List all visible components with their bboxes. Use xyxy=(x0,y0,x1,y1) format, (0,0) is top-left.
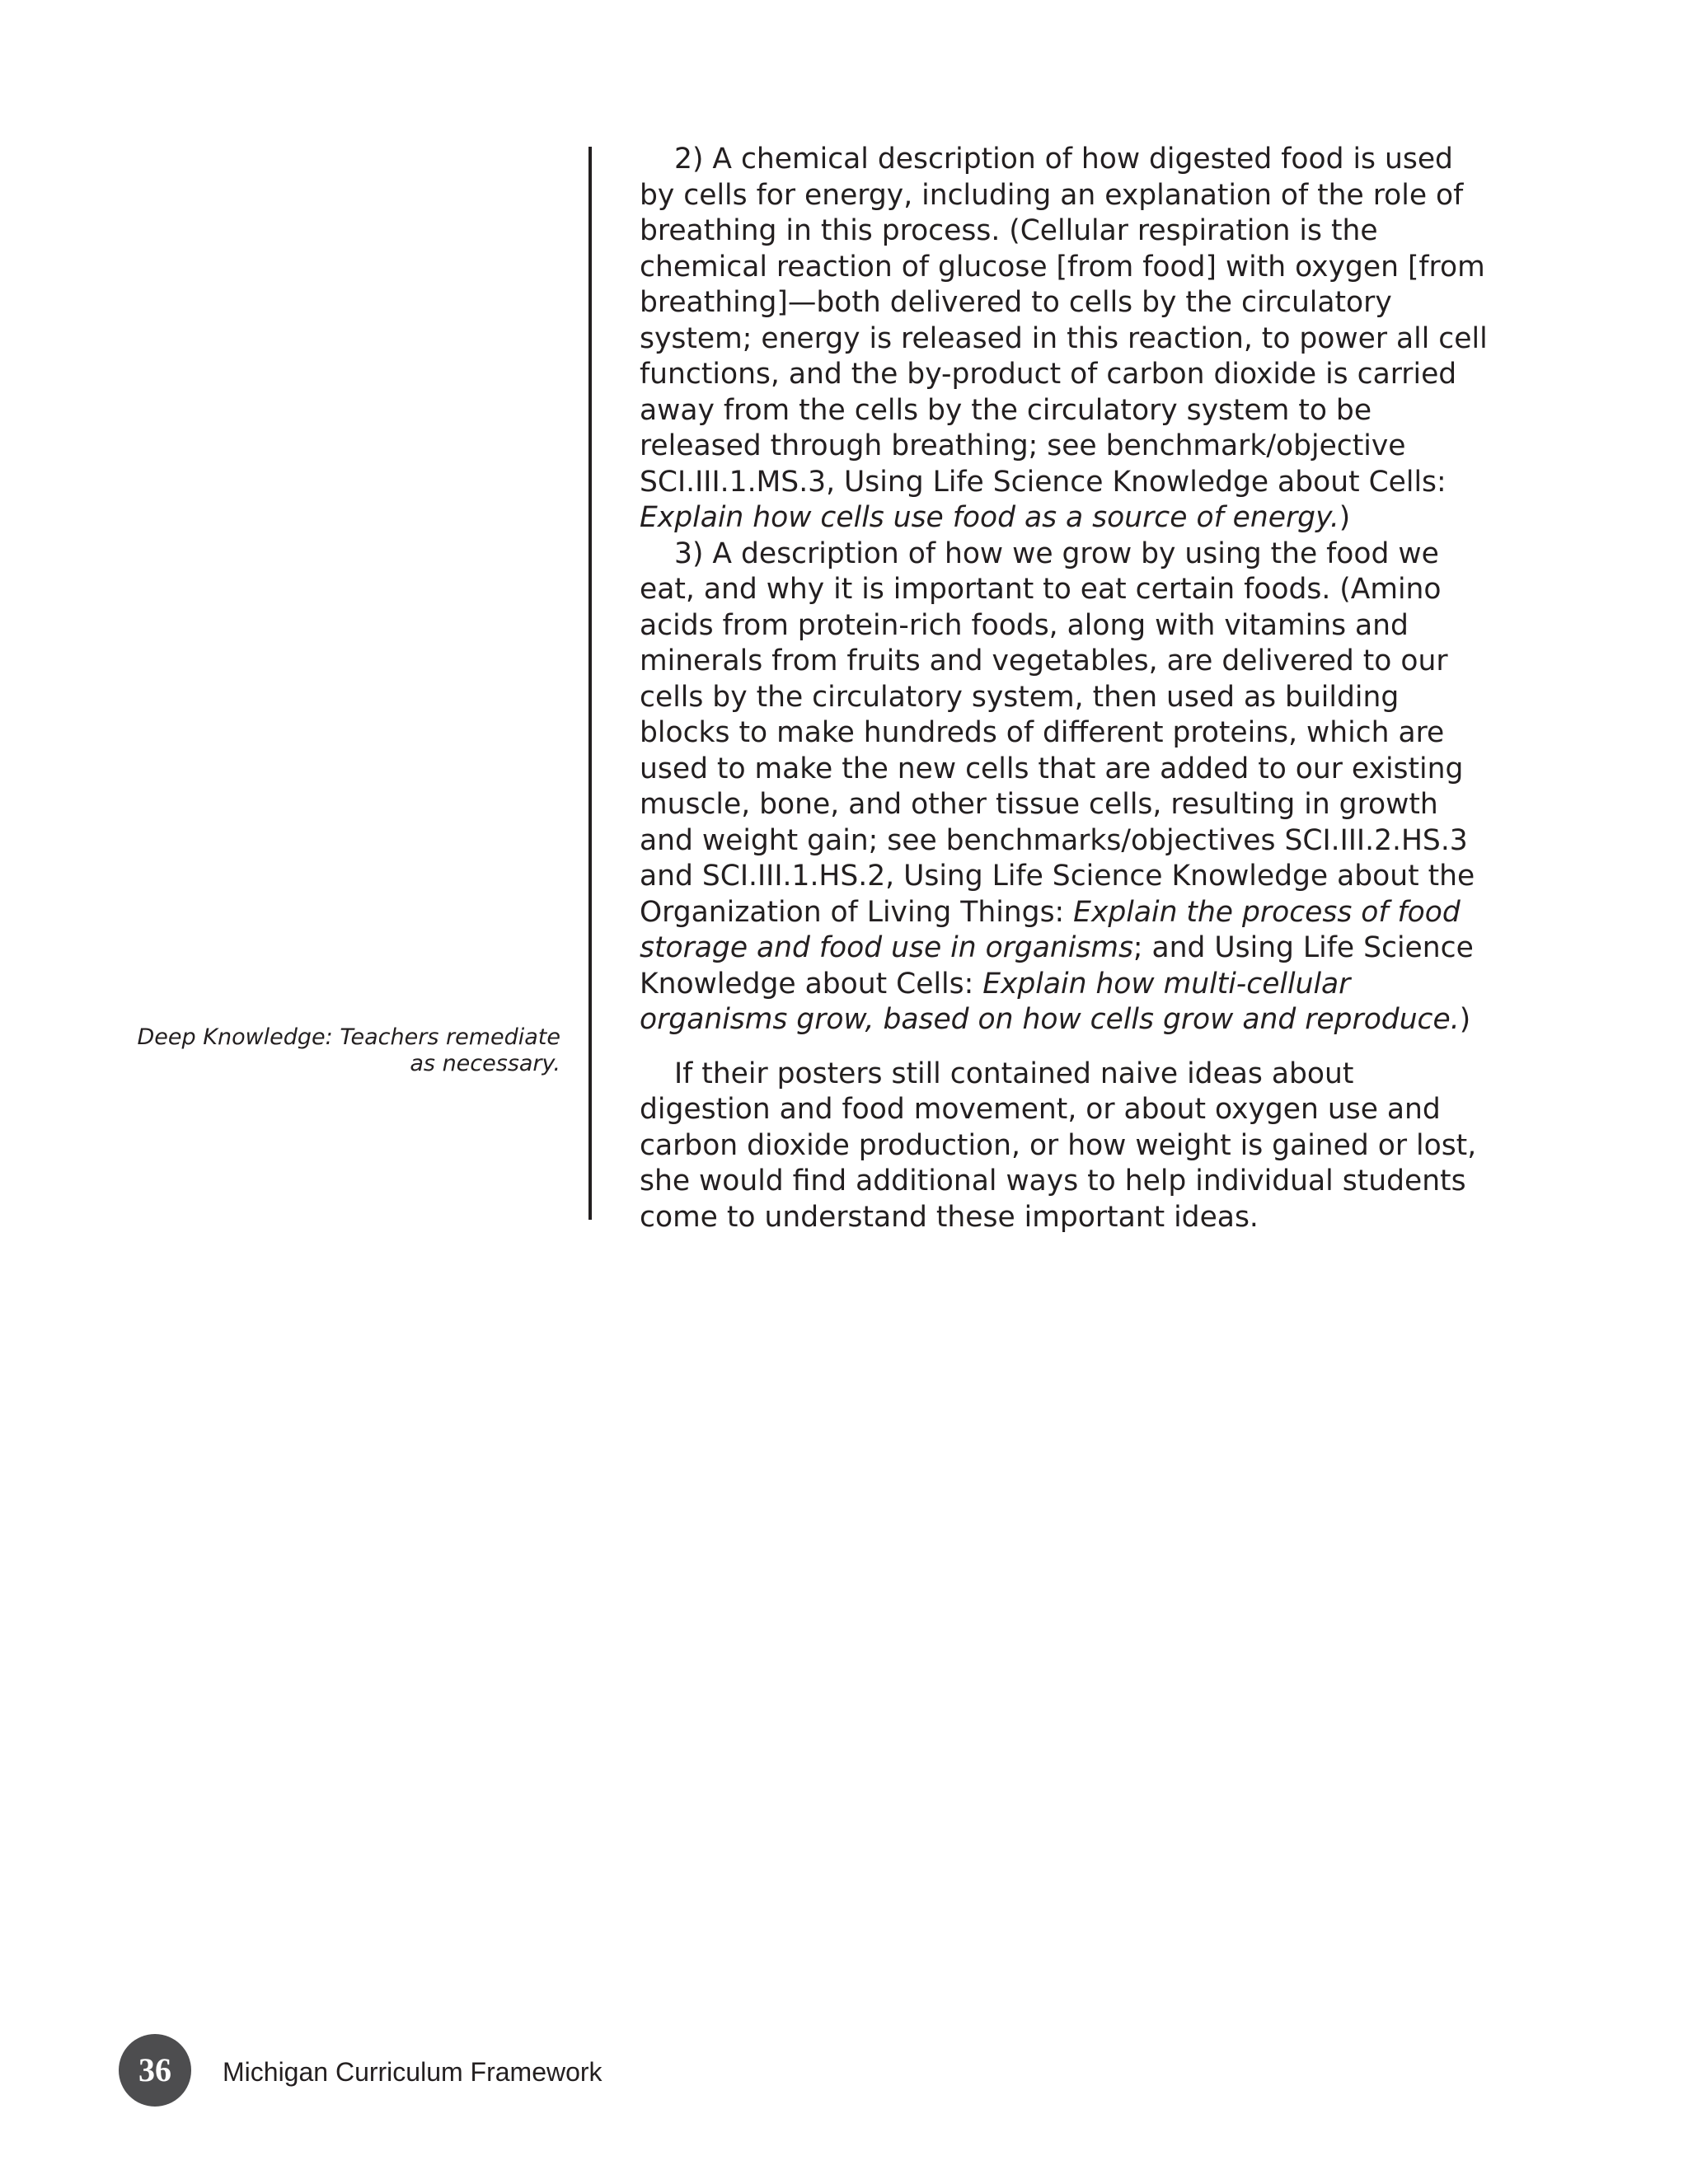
paragraph-3 xyxy=(640,537,1489,1038)
paragraph-remediation xyxy=(640,1057,1489,1236)
footer-title: Michigan Curriculum Framework xyxy=(223,2057,603,2087)
paragraph-text: ) xyxy=(1459,1003,1471,1036)
paragraph-text: 3) A description of how we grow by using the food we eat, and why it is important to eat certain foods. (Amino acids from protein-rich foods, along with vitamins and minerals from fruits and vegetables, are delivered to our cells by the circulatory system, then used as building blocks to make hundreds of different proteins, which are used to make the new cells that are added to our existing muscle, bone, and other tissue cells, resulting in growth and weight gain; see benchmarks/objectives SCI.III.2.HS.3 and SCI.III.1.HS.2, Using Life Science Knowledge about the Organization of Living Things: xyxy=(640,537,1475,929)
paragraph-italic: Explain how cells use food as a source of energy. xyxy=(640,501,1339,534)
paragraph-italic: Explain how multi-cellular organisms grow, based on how cells grow and reproduce. xyxy=(640,967,1460,1036)
margin-note-line: Deep Knowledge: Teachers remediate xyxy=(137,1024,560,1050)
paragraph-text: ) xyxy=(1339,501,1351,534)
paragraph-2 xyxy=(640,142,1489,537)
paragraph-text: ; and Using Life Science Knowledge about Cells: xyxy=(640,931,1474,1001)
paragraph-text: If their posters still contained naive ideas about digestion and food movement, or about oxygen use and carbon dioxide production, or how weight is gained or lost, she would find additional ways to help individual students come to understand these important ideas. xyxy=(640,1057,1477,1234)
body-text xyxy=(640,142,1489,1235)
margin-note-line: as necessary. xyxy=(410,1051,560,1076)
paragraph-italic: Explain the process of food storage and food use in organisms xyxy=(640,895,1461,964)
margin-rule xyxy=(588,147,592,1220)
paragraph-text: 2) A chemical description of how digested food is used by cells for energy, including an explanation of the role of breathing in this process. (Cellular respiration is the chemical reaction of glucose [from food] with oxygen [from breathing]—both delivered to cells by the circulatory system; energy is released in this reaction, to power all cell functions, and the by-product of carbon dioxide is carried away from the cells by the circulatory system to be released through breathing; see benchmark/objective SCI.III.1.MS.3, Using Life Science Knowledge about Cells: xyxy=(640,143,1488,499)
margin-note xyxy=(124,1024,560,1077)
page-number-badge: 36 xyxy=(119,2034,191,2107)
